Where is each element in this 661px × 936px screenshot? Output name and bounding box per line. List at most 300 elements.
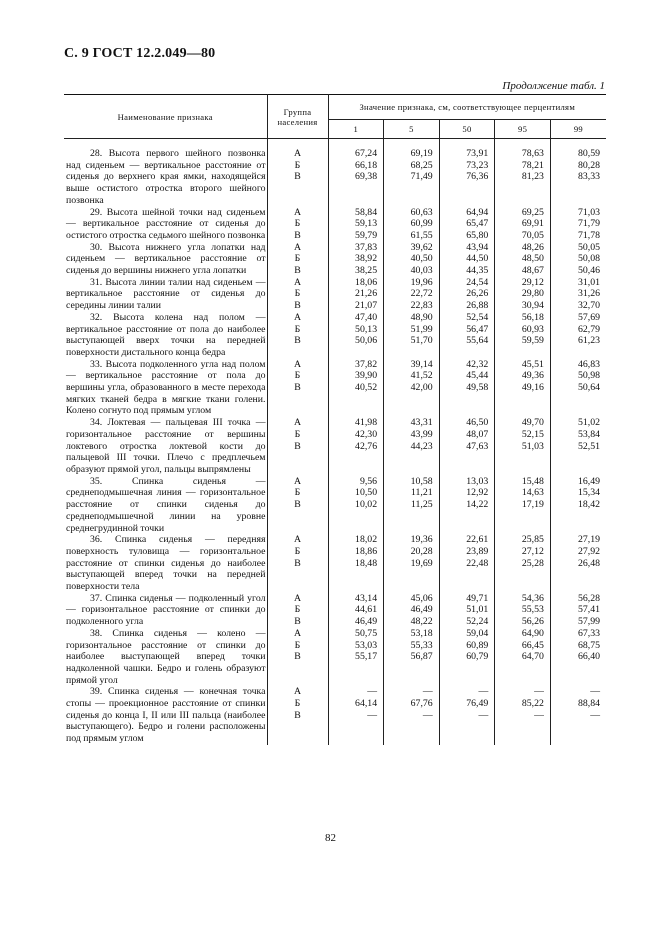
percentile-value: 44,35 [466, 265, 489, 276]
percentile-value: 15,34 [577, 487, 600, 499]
percentile-value: 66,45 [521, 639, 544, 651]
group-label: А [293, 592, 302, 604]
percentile-value: 16,49 [577, 475, 600, 487]
percentile-value-cell [328, 686, 384, 745]
percentile-value: 64,94 [466, 206, 489, 218]
group-cell [267, 148, 328, 207]
percentile-value: 31,26 [577, 288, 600, 300]
group-label: Б [294, 428, 301, 440]
percentile-value-cell [439, 628, 495, 687]
percentile-value-cell [439, 359, 495, 418]
table-row [64, 242, 606, 277]
feature-name: 39. Спинка сиденья — конечная точка стопы — проекционное расстояние от спинки сиденья до конца I, II или III пальца (наиболее выступающего). Бедро и голени расположены под прямым углом [66, 686, 266, 745]
percentile-value: 42,76 [355, 440, 378, 452]
percentile-value: 48,22 [410, 616, 433, 628]
percentile-value: 71,79 [577, 218, 600, 230]
percentile-value-cell [384, 476, 440, 535]
percentile-value-cell [439, 277, 495, 312]
percentile-value-cell [384, 686, 440, 745]
percentile-value: 50,98 [577, 370, 600, 382]
group-cell [267, 207, 328, 242]
feature-name: 28. Высота первого шейного позвонка над сиденьем — вертикальное расстояние от сиденья до верхнего края ямки, находящейся выше остистого отростка второго шейного позвонка [66, 148, 266, 206]
anthropometric-table [64, 94, 606, 745]
percentile-value-cell [550, 207, 606, 242]
feature-name: 32. Высота колена над полом — вертикальное расстояние от пола до наиболее выступающей вверх точки на передней поверхности дистального конца бедра [66, 311, 266, 358]
percentile-value: 71,03 [577, 206, 600, 218]
column-header-group: Группа населения [267, 95, 328, 139]
percentile-value: 51,99 [410, 323, 433, 335]
percentile-value: 60,99 [410, 218, 433, 230]
percentile-value: 52,54 [466, 311, 489, 323]
percentile-value-cell [550, 359, 606, 418]
percentile-value: 61,55 [410, 229, 433, 241]
table-row [64, 417, 606, 476]
percentile-value: 12,92 [466, 487, 489, 499]
group-label: В [294, 616, 301, 628]
percentile-value: — [478, 686, 489, 698]
feature-name-cell [64, 534, 267, 593]
percentile-value: 68,75 [577, 639, 600, 651]
percentile-value: 57,99 [577, 616, 600, 628]
group-label: А [293, 241, 302, 253]
percentile-value-cell [550, 148, 606, 207]
table-row [64, 148, 606, 207]
group-label: А [293, 417, 302, 429]
percentile-value-cell [495, 417, 551, 476]
percentile-value-cell [495, 312, 551, 359]
percentile-value: 52,15 [521, 428, 544, 440]
percentile-value: 10,58 [410, 475, 433, 487]
feature-name: 29. Высота шейной точки над сиденьем — вертикальное расстояние от сиденья до остистого отростка седьмого шейного позвонка [66, 206, 266, 241]
percentile-value: 22,48 [466, 557, 489, 569]
percentile-value: 42,00 [410, 382, 433, 394]
percentile-value: 19,69 [410, 557, 433, 569]
column-header-values: Значение признака, см, соответствующее перцентилям [328, 95, 606, 120]
percentile-value: 32,70 [577, 300, 600, 312]
feature-name: 36. Спинка сиденья — передняя поверхность туловища — горизонтальное расстояние от спинки сиденья до наиболее выступающей вперед точки на передней поверхности тела [66, 534, 266, 593]
percentile-value: — [422, 686, 433, 698]
percentile-value-cell [328, 207, 384, 242]
percentile-value: 14,22 [466, 499, 489, 511]
percentile-value: 50,13 [355, 323, 378, 335]
percentile-value: 51,01 [466, 604, 489, 616]
table-continuation-note: Продолжение табл. 1 [502, 80, 605, 92]
percentile-value: 66,18 [355, 159, 378, 171]
group-label: А [293, 311, 302, 323]
percentile-value: 19,96 [410, 276, 433, 288]
percentile-value: 39,14 [410, 358, 433, 370]
percentile-value: 60,79 [466, 651, 489, 663]
percentile-value: 50,75 [355, 627, 378, 639]
percentile-value: 17,19 [521, 499, 544, 511]
percentile-value: 55,53 [521, 604, 544, 616]
percentile-value: — [590, 709, 600, 721]
percentile-value: 45,51 [521, 358, 544, 370]
percentile-value: 50,64 [577, 382, 600, 394]
percentile-value: 45,44 [466, 370, 489, 382]
group-label: Б [294, 159, 301, 171]
feature-name-cell [64, 593, 267, 628]
percentile-value: 50,06 [355, 335, 378, 347]
percentile-value: 55,64 [466, 335, 489, 347]
group-label: В [294, 499, 301, 511]
percentile-value: 57,41 [577, 604, 600, 616]
percentile-value-cell [384, 534, 440, 593]
table-row [64, 359, 606, 418]
group-label: Б [294, 545, 301, 557]
percentile-value-cell [550, 312, 606, 359]
percentile-value: 44,50 [466, 253, 489, 265]
percentile-value: 81,23 [521, 171, 544, 183]
percentile-value-cell [495, 148, 551, 207]
percentile-value-cell [550, 476, 606, 535]
percentile-value: 31,01 [577, 276, 600, 288]
group-cell [267, 312, 328, 359]
group-cell [267, 277, 328, 312]
percentile-value: 24,54 [466, 276, 489, 288]
group-label: В [294, 709, 301, 721]
percentile-value: 50,05 [577, 241, 600, 253]
percentile-value: 26,26 [466, 288, 489, 300]
group-cell [267, 476, 328, 535]
percentile-value: — [367, 686, 378, 698]
column-header-name: Наименование признака [64, 95, 267, 139]
percentile-value-cell [550, 686, 606, 745]
feature-name-cell [64, 417, 267, 476]
percentile-value: — [422, 709, 433, 721]
percentile-value: 64,90 [521, 627, 544, 639]
percentile-value: 52,51 [577, 440, 600, 452]
percentile-value: 29,12 [521, 276, 544, 288]
percentile-header: 50 [439, 120, 495, 139]
percentile-value: 49,36 [521, 370, 544, 382]
percentile-value: 61,23 [577, 335, 600, 347]
percentile-value: 69,25 [521, 206, 544, 218]
group-label: В [294, 440, 301, 452]
group-label: В [294, 382, 301, 394]
feature-name: 38. Спинка сиденья — колено — горизонтальное расстояние от спинки до наиболее выступающей вперед точки надколенной чашки. Бедро и голень образуют прямой угол [66, 627, 266, 686]
group-label: Б [294, 370, 301, 382]
percentile-value: 26,48 [577, 557, 600, 569]
percentile-value: 71,78 [577, 229, 600, 241]
percentile-value: 83,33 [577, 171, 600, 183]
percentile-value: 43,94 [466, 241, 489, 253]
percentile-value: 22,61 [466, 534, 489, 546]
group-label: А [293, 358, 302, 370]
group-label: В [294, 335, 301, 347]
group-label: А [293, 206, 302, 218]
percentile-value-cell [550, 242, 606, 277]
percentile-value: 50,46 [577, 265, 600, 276]
percentile-value: 21,26 [355, 288, 378, 300]
percentile-value: 56,26 [521, 616, 544, 628]
group-cell [267, 417, 328, 476]
percentile-value: — [534, 686, 544, 698]
percentile-value: 11,21 [411, 487, 433, 499]
group-cell [267, 359, 328, 418]
percentile-value-cell [495, 534, 551, 593]
percentile-value: 43,31 [410, 417, 433, 429]
percentile-value: 27,19 [577, 534, 600, 546]
table-row [64, 686, 606, 745]
percentile-value: 80,28 [577, 159, 600, 171]
feature-name-cell [64, 686, 267, 745]
percentile-value: 53,03 [355, 639, 378, 651]
percentile-value-cell [328, 242, 384, 277]
percentile-value: 26,88 [466, 300, 489, 312]
percentile-value: 51,70 [410, 335, 433, 347]
table-row [64, 277, 606, 312]
percentile-value-cell [550, 417, 606, 476]
percentile-value: 69,38 [355, 171, 378, 183]
percentile-value: 78,63 [521, 148, 544, 159]
page-number: 82 [325, 832, 336, 844]
table-body [64, 139, 606, 745]
percentile-value: — [478, 709, 489, 721]
percentile-value: 29,80 [521, 288, 544, 300]
percentile-value-cell [550, 628, 606, 687]
percentile-value: 22,72 [410, 288, 433, 300]
percentile-value: 30,94 [521, 300, 544, 312]
percentile-value: 73,23 [466, 159, 489, 171]
percentile-value: 60,93 [521, 323, 544, 335]
percentile-value: 25,28 [521, 557, 544, 569]
percentile-value: 53,84 [577, 428, 600, 440]
percentile-value: 40,03 [410, 265, 433, 276]
percentile-value: 49,58 [466, 382, 489, 394]
percentile-value-cell [384, 148, 440, 207]
table-row [64, 476, 606, 535]
percentile-value: 20,28 [410, 545, 433, 557]
percentile-value: 59,04 [466, 627, 489, 639]
percentile-value: 59,13 [355, 218, 378, 230]
group-label: Б [294, 698, 301, 710]
percentile-value-cell [439, 242, 495, 277]
percentile-value: 57,69 [577, 311, 600, 323]
percentile-value: 56,87 [410, 651, 433, 663]
percentile-value-cell [384, 277, 440, 312]
percentile-value: 39,62 [410, 241, 433, 253]
group-label: В [294, 229, 301, 241]
percentile-value: 49,16 [521, 382, 544, 394]
percentile-value: 69,19 [410, 148, 433, 159]
percentile-value: 70,05 [521, 229, 544, 241]
percentile-value: 55,33 [410, 639, 433, 651]
group-cell [267, 534, 328, 593]
percentile-value: 62,79 [577, 323, 600, 335]
percentile-header: 5 [384, 120, 440, 139]
percentile-value: 64,14 [355, 698, 378, 710]
percentile-value: 49,71 [466, 592, 489, 604]
group-label: А [293, 686, 302, 698]
percentile-value: 64,70 [521, 651, 544, 663]
percentile-value: 41,52 [410, 370, 433, 382]
table-row [64, 628, 606, 687]
percentile-value-cell [328, 534, 384, 593]
percentile-value: 48,26 [521, 241, 544, 253]
percentile-value: 48,07 [466, 428, 489, 440]
group-label: В [294, 557, 301, 569]
percentile-value: 18,02 [355, 534, 378, 546]
group-label: А [293, 627, 302, 639]
percentile-value: 88,84 [577, 698, 600, 710]
percentile-value: 42,30 [355, 428, 378, 440]
percentile-value: 40,50 [410, 253, 433, 265]
percentile-value-cell [328, 417, 384, 476]
feature-name: 31. Высота линии талии над сиденьем — вертикальное расстояние от сиденья до середины линии талии [66, 276, 266, 312]
feature-name-cell [64, 628, 267, 687]
percentile-value: 47,63 [466, 440, 489, 452]
percentile-value: 46,83 [577, 358, 600, 370]
percentile-value: 18,86 [355, 545, 378, 557]
percentile-value-cell [550, 593, 606, 628]
percentile-value: 14,63 [521, 487, 544, 499]
percentile-value: 19,36 [410, 534, 433, 546]
percentile-value-cell [384, 417, 440, 476]
percentile-value: 23,89 [466, 545, 489, 557]
group-cell [267, 242, 328, 277]
group-label: В [294, 300, 301, 312]
percentile-value: 67,33 [577, 627, 600, 639]
percentile-value: 51,02 [577, 417, 600, 429]
percentile-value: — [367, 709, 378, 721]
percentile-value: 52,24 [466, 616, 489, 628]
percentile-value-cell [495, 686, 551, 745]
percentile-value-cell [384, 359, 440, 418]
percentile-value: 41,98 [355, 417, 378, 429]
percentile-value: 54,36 [521, 592, 544, 604]
percentile-value: 45,06 [410, 592, 433, 604]
percentile-value: 60,63 [410, 206, 433, 218]
percentile-value: 49,70 [521, 417, 544, 429]
percentile-value: 46,50 [466, 417, 489, 429]
percentile-value-cell [439, 207, 495, 242]
percentile-value: 67,24 [355, 148, 378, 159]
percentile-value-cell [495, 593, 551, 628]
percentile-value: 59,79 [355, 229, 378, 241]
percentile-value: 56,18 [521, 311, 544, 323]
document-header: С. 9 ГОСТ 12.2.049—80 [64, 46, 216, 61]
feature-name-cell [64, 476, 267, 535]
percentile-value: 59,59 [521, 335, 544, 347]
percentile-value: 48,67 [521, 265, 544, 276]
percentile-value: 44,61 [355, 604, 378, 616]
percentile-value-cell [328, 312, 384, 359]
percentile-value: 85,22 [521, 698, 544, 710]
feature-name-cell [64, 312, 267, 359]
percentile-value: 43,99 [410, 428, 433, 440]
percentile-value: 46,49 [410, 604, 433, 616]
percentile-value: 55,17 [355, 651, 378, 663]
percentile-value-cell [495, 207, 551, 242]
percentile-value-cell [495, 277, 551, 312]
percentile-value: 60,89 [466, 639, 489, 651]
percentile-value: 38,25 [355, 265, 378, 276]
percentile-value-cell [384, 628, 440, 687]
percentile-value: 18,06 [355, 276, 378, 288]
table-row [64, 534, 606, 593]
percentile-value-cell [328, 628, 384, 687]
percentile-value: 18,42 [577, 499, 600, 511]
percentile-value: 43,14 [355, 592, 378, 604]
feature-name: 37. Спинка сиденья — подколенный угол — горизонтальное расстояние от спинки до подколенного угла [66, 592, 266, 628]
percentile-value-cell [495, 476, 551, 535]
percentile-value: 27,12 [521, 545, 544, 557]
group-cell [267, 593, 328, 628]
feature-name-cell [64, 242, 267, 277]
percentile-value-cell [384, 593, 440, 628]
group-label: Б [294, 288, 301, 300]
percentile-value-cell [328, 593, 384, 628]
percentile-value: 25,85 [521, 534, 544, 546]
percentile-value: 21,07 [355, 300, 378, 312]
percentile-value: 66,40 [577, 651, 600, 663]
percentile-value: 10,50 [355, 487, 378, 499]
percentile-value: 37,82 [355, 358, 378, 370]
percentile-value: 18,48 [355, 557, 378, 569]
table-row [64, 207, 606, 242]
group-cell [267, 628, 328, 687]
percentile-value-cell [439, 476, 495, 535]
percentile-value: — [590, 686, 600, 698]
percentile-value: 68,25 [410, 159, 433, 171]
percentile-value: 44,23 [410, 440, 433, 452]
percentile-value-cell [439, 417, 495, 476]
percentile-value-cell [439, 686, 495, 745]
percentile-value-cell [328, 476, 384, 535]
group-label: В [294, 265, 301, 276]
percentile-value-cell [439, 534, 495, 593]
group-label: Б [294, 253, 301, 265]
percentile-value-cell [495, 242, 551, 277]
feature-name: 30. Высота нижнего угла лопатки над сиденьем — вертикальное расстояние от сиденья до вершины нижнего угла лопатки [66, 241, 266, 277]
percentile-value: 73,91 [466, 148, 489, 159]
group-label: А [293, 475, 302, 487]
group-label: Б [294, 639, 301, 651]
group-label: В [294, 651, 301, 663]
percentile-value: 22,83 [410, 300, 433, 312]
percentile-value-cell [384, 312, 440, 359]
group-label: В [294, 171, 301, 183]
feature-name-cell [64, 148, 267, 207]
group-cell [267, 686, 328, 745]
feature-name-cell [64, 207, 267, 242]
percentile-value: 58,84 [355, 206, 378, 218]
percentile-value-cell [550, 534, 606, 593]
percentile-value: 38,92 [355, 253, 378, 265]
group-label: А [293, 534, 302, 546]
percentile-value-cell [439, 312, 495, 359]
percentile-value: 71,49 [410, 171, 433, 183]
percentile-value: 15,48 [521, 475, 544, 487]
group-label: А [293, 148, 302, 159]
percentile-value: 78,21 [521, 159, 544, 171]
percentile-value-cell [328, 277, 384, 312]
percentile-value: 56,28 [577, 592, 600, 604]
feature-name: 34. Локтевая — пальцевая III точка — горизонтальное расстояние от вершины локтевого отростка локтевой кости до пальцевой III точки. Плечо с предплечьем образуют прямой угол, пальцы выпрямлены [66, 417, 266, 475]
percentile-value: 50,08 [577, 253, 600, 265]
percentile-value: 27,92 [577, 545, 600, 557]
percentile-value: 80,59 [577, 148, 600, 159]
group-label: Б [294, 218, 301, 230]
feature-name-cell [64, 359, 267, 418]
percentile-value: 47,40 [355, 311, 378, 323]
percentile-value: 76,49 [466, 698, 489, 710]
table-row [64, 312, 606, 359]
percentile-value: 46,49 [355, 616, 378, 628]
percentile-value: 13,03 [466, 475, 489, 487]
percentile-value: 65,80 [466, 229, 489, 241]
